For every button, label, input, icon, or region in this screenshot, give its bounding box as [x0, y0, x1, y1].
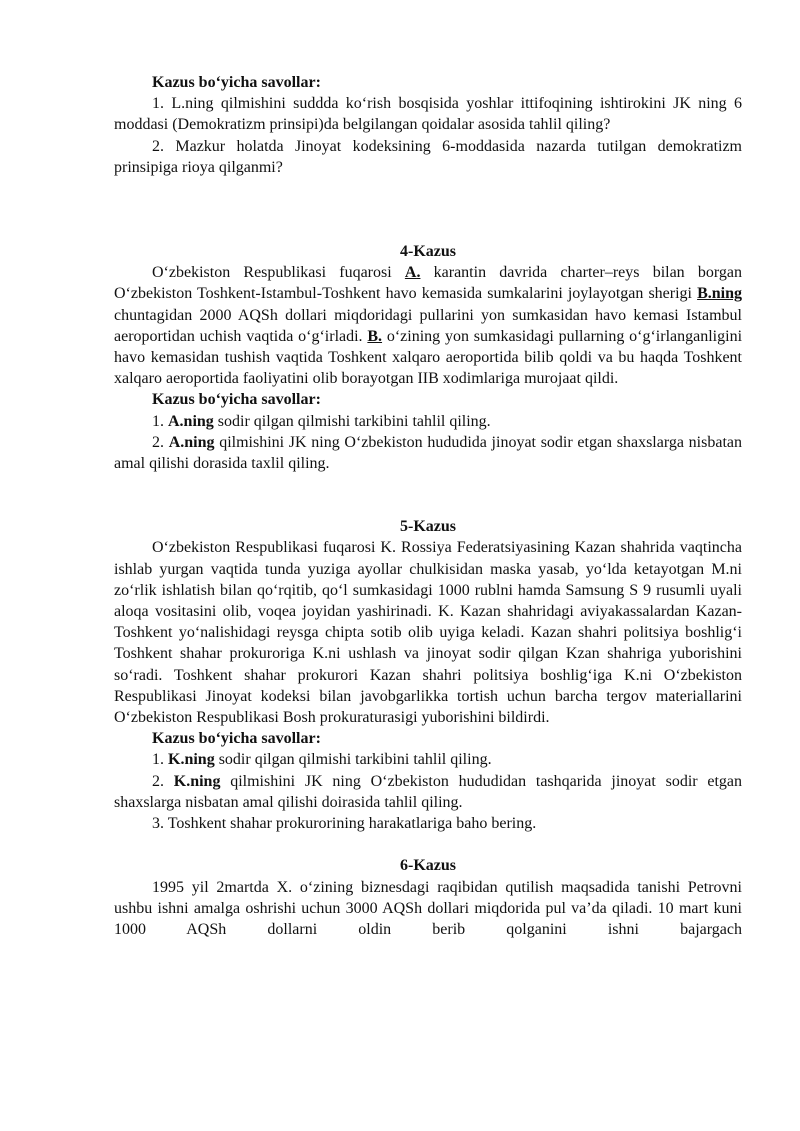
case-4-title: 4-Kazus [400, 243, 456, 261]
person-a-ref: A [404, 264, 417, 282]
question-1: 1. L.ning qilmishini suddda ko‘rish bosqisida yoshlar ittifoqining ishtirokini JK ning 6 moddasi (Demokratizm prinsipi)da belgilangan qoidalar asosida tahlil qiling? [114, 95, 742, 134]
document-page [114, 72, 742, 940]
question-subject: K.ning [168, 751, 215, 769]
question-2 [114, 771, 742, 813]
question-1 [114, 749, 742, 770]
question-number: 1. [152, 751, 168, 769]
case-4-text-4: o‘zining yon sumkasidagi pullarning o‘g‘irlanganligini havo kemasidan tushish vaqtida Toshkent xalqaro aeroportida bilib qoldi va bu haqda Toshkent xalqaro aeroportida faoliyatini olib borayotgan IIB xodimlariga murojaat qildi. [114, 327, 743, 388]
question-text: qilmishini JK ning O‘zbekiston hududida jinoyat sodir etgan shaxslarga nisbatan amal qilishi dorasida taxlil qiling. [114, 433, 742, 473]
question-subject: K.ning [173, 772, 221, 790]
question-number: 2. [152, 772, 174, 790]
questions-heading: Kazus bo‘yicha savollar: [152, 730, 321, 748]
question-text: qilmishini JK ning O‘zbekiston hududidan tashqarida jinoyat sodir etgan shaxslarga nisbatan amal qilishi doirasida tahlil qiling. [114, 772, 742, 811]
case-4-text-2: karantin davrida charter–reys bilan borgan O‘zbekiston Toshkent-Istambul-Toshkent havo kemasida sumkalarini joylayotgan sherigi [114, 264, 743, 303]
questions-heading: Kazus bo‘yicha savollar: [152, 74, 321, 91]
case-5-body: O‘zbekiston Respublikasi fuqarosi K. Rossiya Federatsiyasining Kazan shahrida vaqtincha ishlab yurgan vaqtida tunda yuziga ayollar chulkisidan maska yasab, yo‘lda ketayotgan M.ni zo‘rlik ishlatish bilan qo‘rqitib, qo‘l sumkasidagi 1000 rublni hamda Samsung S 9 rusumli uyali aloqa vositasini olib, voqea joyidan yashirinadi. K. Kazan shahridagi aviyakassalardan Kazan-Toshkent yo‘nalishidagi reysga chipta sotib olib uyiga keladi. Kazan shahri politsiya boshlig‘i Toshkent shahar prokuroriga K.ni ushlash va jinoyat sodir qilgan Kzan shahriga yuborishini so‘radi. Toshkent shahar prokurori Kazan shahri politsiya boshlig‘iga K.ni O‘zbekiston Respublikasi Jinoyat kodeksi bilan javobgarlikka tortish uchun barcha tergov materiallarini O‘zbekiston Respublikasi Bosh prokuraturasigi yuborishini bildirdi. [114, 539, 742, 727]
case-6-body: 1995 yil 2martda X. o‘zining biznesdagi raqibidan qutilish maqsadida tanishi Petrovni ushbu ishni amalga oshrishi uchun 3000 AQSh dollari miqdorida pul va’da qiladi. 10 mart kuni 1000 AQSh dollarni oldin berib qolganini ishni bajargach [114, 878, 742, 938]
person-b-ref: B.ning [697, 285, 742, 303]
person-b-ref-2: B. [367, 327, 383, 345]
question-subject: A.ning [168, 433, 215, 451]
person-a-dot: . [416, 264, 421, 282]
question-subject: A.ning [168, 412, 214, 430]
question-text: sodir qilgan qilmishi tarkibini tahlil qiling. [214, 751, 492, 769]
case-4-body [114, 262, 742, 389]
question-3: 3. Toshkent shahar prokurorining harakatlariga baho bering. [152, 815, 537, 833]
question-text: sodir qilgan qilmishi tarkibini tahlil qiling. [213, 412, 491, 430]
case-4-text-1: O‘zbekiston Respublikasi fuqarosi [152, 264, 405, 282]
questions-heading: Kazus bo‘yicha savollar: [152, 391, 321, 409]
question-number: 1. [152, 412, 168, 430]
case-6-title: 6-Kazus [400, 857, 456, 875]
question-2: 2. Mazkur holatda Jinoyat kodeksining 6-moddasida nazarda tutilgan demokratizm prinsipiga rioya qilganmi? [114, 137, 742, 176]
question-number: 2. [152, 433, 169, 451]
question-1 [114, 411, 742, 432]
question-2 [114, 432, 742, 474]
case-4-text-3: chuntagidan 2000 AQSh dollari miqdoridagi pullarini yon sumkasidan havo kemasi Istambul aeroportidan uchish vaqtida o‘g‘irladi. [114, 306, 742, 345]
case-5-title: 5-Kazus [400, 518, 456, 536]
